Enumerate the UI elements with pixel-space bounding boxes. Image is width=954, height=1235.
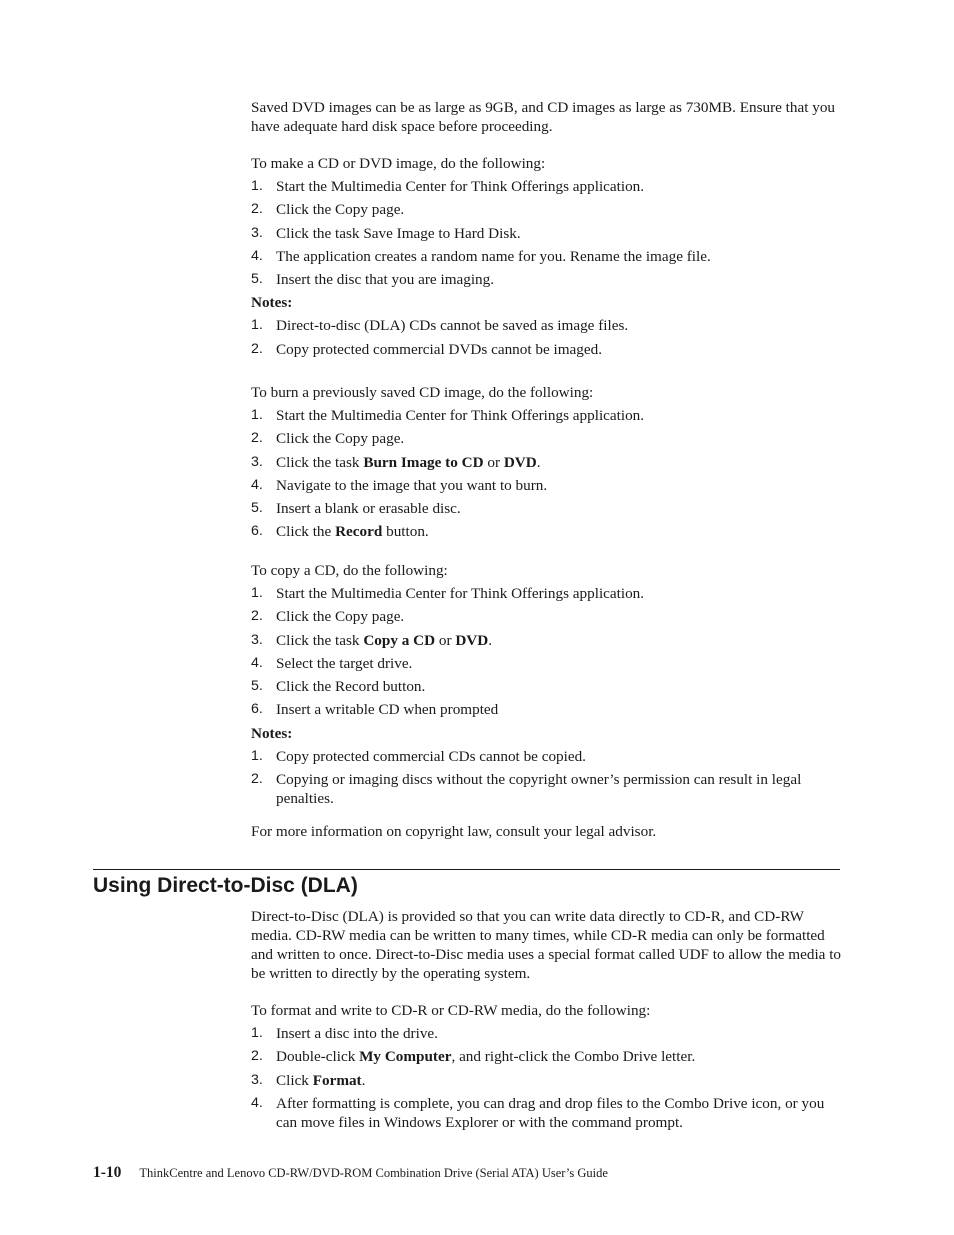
- list-item: 4. Select the target drive.: [251, 654, 413, 672]
- list-item: 1. Start the Multimedia Center for Think Offerings application.: [251, 585, 645, 602]
- list-item: 2. Double-click My Computer, and right-click the Combo Drive letter.: [251, 1048, 696, 1066]
- dla-steps: [251, 1024, 841, 1132]
- burn-steps: [251, 406, 841, 541]
- list-item: 5. Insert the disc that you are imaging.: [251, 271, 495, 289]
- dla-lead: To format and write to CD-R or CD-RW media, do the following:: [251, 1002, 651, 1019]
- burn-section: [251, 383, 841, 546]
- list-item: 1. Copy protected commercial CDs cannot be copied.: [251, 747, 586, 765]
- page-number: 1-10: [93, 1164, 122, 1181]
- make-image-lead: To make a CD or DVD image, do the following:: [251, 155, 546, 172]
- image-section: [251, 98, 841, 363]
- image-notes: [251, 316, 841, 358]
- list-item: 3. Click the task Burn Image to CD or DVD.: [251, 453, 541, 471]
- list-item: 1. Insert a disc into the drive.: [251, 1025, 438, 1042]
- list-item: 1. Start the Multimedia Center for Think Offerings application.: [251, 178, 645, 195]
- list-item: 6. Click the Record button.: [251, 523, 429, 541]
- list-item: 6. Insert a writable CD when prompted: [251, 701, 499, 719]
- list-item: 3. Click Format.: [251, 1071, 366, 1089]
- list-item: 4. The application creates a random name for you. Rename the image file.: [251, 247, 711, 265]
- dla-intro: Direct-to-Disc (DLA) is provided so that you can write data directly to CD-R, and CD-RW media. CD-RW media can be written to many times, while CD-R media can only be formatted and written to once. Direct-to-Disc media uses a special format called UDF to allow the media to be written to directly by the operating system.: [251, 908, 842, 982]
- document-title: ThinkCentre and Lenovo CD-RW/DVD-ROM Combination Drive (Serial ATA) User’s Guide: [139, 1166, 608, 1180]
- copy-steps: [251, 584, 841, 719]
- list-item: 2. Copying or imaging discs without the copyright owner’s permission can result in legal penalties.: [251, 771, 802, 808]
- list-item: 4. After formatting is complete, you can drag and drop files to the Combo Drive icon, or you can move files in Windows Explorer or with the command prompt.: [251, 1094, 825, 1131]
- page-footer: [93, 1163, 608, 1183]
- copyright-advice: For more information on copyright law, consult your legal advisor.: [251, 823, 657, 841]
- copy-notes: [251, 747, 841, 808]
- burn-lead: To burn a previously saved CD image, do the following:: [251, 384, 594, 401]
- notes-label: Notes:: [251, 724, 293, 742]
- list-item: 1. Start the Multimedia Center for Think Offerings application.: [251, 407, 645, 424]
- list-item: 3. Click the task Save Image to Hard Disk.: [251, 224, 521, 242]
- list-item: 2. Click the Copy page.: [251, 201, 405, 219]
- notes-label: Notes:: [251, 294, 293, 312]
- list-item: 2. Click the Copy page.: [251, 608, 405, 626]
- list-item: 4. Navigate to the image that you want to burn.: [251, 476, 548, 494]
- list-item: 2. Copy protected commercial DVDs cannot be imaged.: [251, 340, 603, 358]
- copy-section: [251, 561, 841, 841]
- image-size-intro: Saved DVD images can be as large as 9GB, and CD images as large as 730MB. Ensure that you have adequate hard disk space before proceeding.: [251, 99, 836, 135]
- make-image-steps: [251, 177, 841, 289]
- section-divider: [93, 869, 840, 870]
- list-item: 5. Insert a blank or erasable disc.: [251, 500, 461, 518]
- copy-lead: To copy a CD, do the following:: [251, 562, 448, 579]
- list-item: 1. Direct-to-disc (DLA) CDs cannot be saved as image files.: [251, 317, 629, 335]
- section-heading: Using Direct-to-Disc (DLA): [93, 874, 358, 897]
- list-item: 5. Click the Record button.: [251, 678, 426, 696]
- list-item: 3. Click the task Copy a CD or DVD.: [251, 631, 493, 649]
- dla-section: [251, 907, 841, 1136]
- list-item: 2. Click the Copy page.: [251, 430, 405, 448]
